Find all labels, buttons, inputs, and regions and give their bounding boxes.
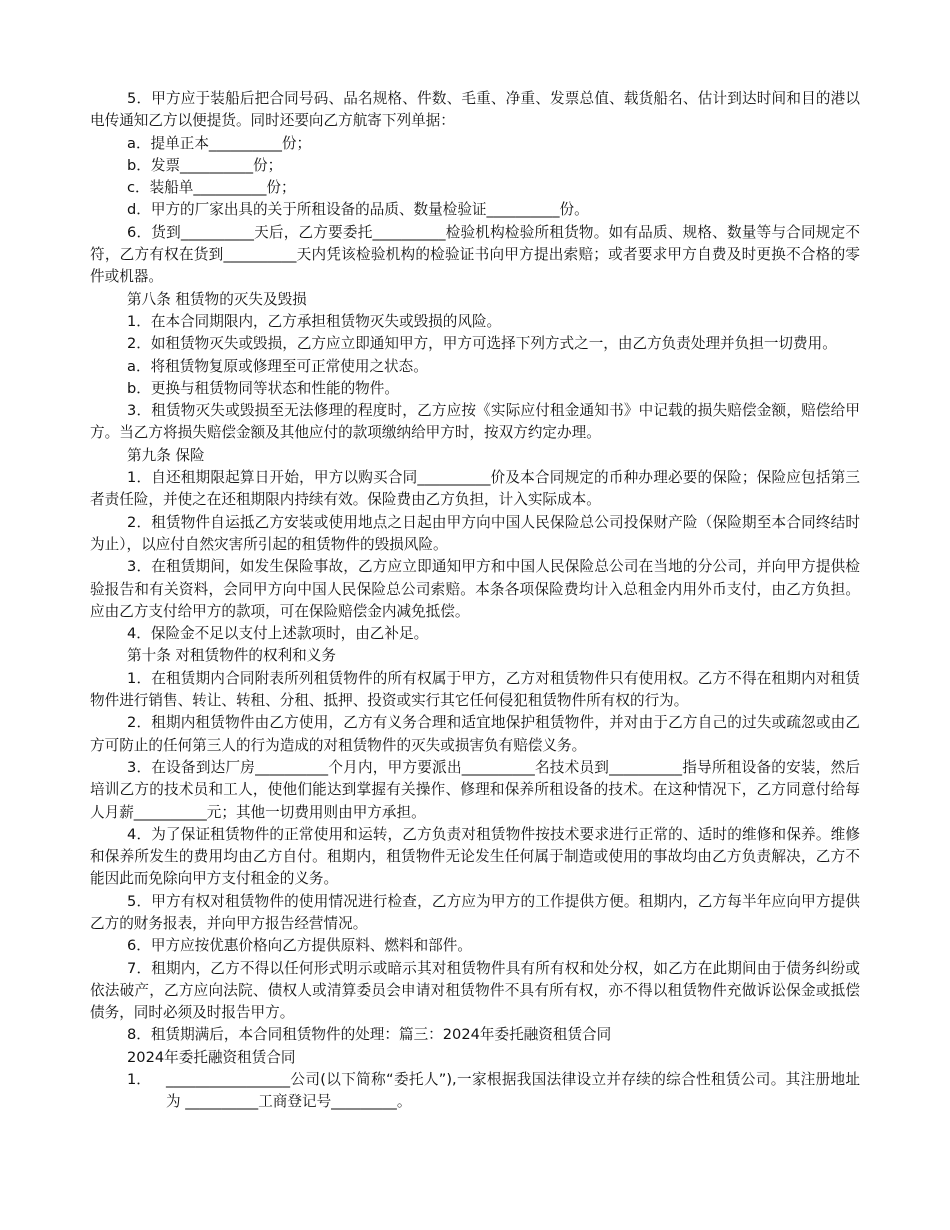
article-10-clause-1: 1．在租赁期内合同附表所列租赁物件的所有权属于甲方，乙方对租赁物件只有使用权。乙方不得在租期内对租赁物件进行销售、转让、转租、分租、抵押、投资或实行其它任何侵犯租赁物件所有权的行为。	[90, 669, 860, 710]
article-10-clause-4: 4．为了保证租赁物件的正常使用和运转，乙方负责对租赁物件按技术要求进行正常的、适时的维修和保养。维修和保养所发生的费用均由乙方自付。租期内，租赁物件无论发生任何属于制造或使用的事故均由乙方负责解决，乙方不能因此而免除向甲方支付租金的义务。	[90, 825, 860, 888]
article-8-heading: 第八条 租赁物的灭失及毁损	[127, 290, 307, 308]
article-9-heading: 第九条 保险	[127, 446, 205, 464]
article-10-clause-2: 2．租期内租赁物件由乙方使用，乙方有义务合理和适宜地保护租赁物件，并对由于乙方自己的过失或疏忽或由乙方可防止的任何第三人的行为造成的对租赁物件的灭失或损害负有赔偿义务。	[90, 714, 860, 754]
article-10-clause-7: 7．租期内，乙方不得以任何形式明示或暗示其对租赁物件具有所有权和处分权，如乙方在此期间由于债务纠纷或依法破产，乙方应向法院、债权人或清算委员会申请对租赁物件不具有所有权，亦不得以租赁物件充做诉讼保金或抵偿债务，同时必须及时报告甲方。	[90, 959, 860, 1022]
article-8-clause-1: 1．在本合同期限内，乙方承担租赁物灭失或毁损的风险。	[127, 312, 502, 330]
contract-title: 2024年委托融资租赁合同	[127, 1048, 296, 1066]
para-5c-packing-list: c．装船单__________份；	[127, 179, 296, 197]
list-item-number: 1．	[127, 1071, 151, 1089]
article-10-clause-3: 3．在设备到达厂房__________个月内，甲方要派出__________名技术员到__________指导所租设备的安装，然后培训乙方的技术员和工人，使他们能达到掌握有关操作、修理和保养所租设备的技术。在这种情况下，乙方同意付给每人月薪__________元；其他一切费用则由甲方承担。	[90, 758, 860, 821]
document-page	[90, 88, 860, 1114]
article-8-clause-2b: b．更换与租赁物同等状态和性能的物件。	[127, 379, 399, 397]
article-9-clause-2: 2．租赁物件自运抵乙方安装或使用地点之日起由甲方向中国人民保险总公司投保财产险（保险期至本合同终结时为止），以应付自然灾害所引起的租赁物件的毁损风险。	[90, 513, 860, 553]
article-8-clause-3: 3．租赁物灭失或毁损至无法修理的程度时，乙方应按《实际应付租金通知书》中记载的损失赔偿金额，赔偿给甲方。当乙方将损失赔偿金额及其他应付的款项缴纳给甲方时，按双方约定办理。	[90, 402, 860, 442]
article-9-clause-3: 3．在租赁期间，如发生保险事故，乙方应立即通知甲方和中国人民保险总公司在当地的分公司，并向甲方提供检验报告和有关资料，会同甲方向中国人民保险总公司索赔。本条各项保险费均计入总租金内用外币支付，由乙方负担。应由乙方支付给甲方的款项，可在保险赔偿金内减免抵偿。	[90, 558, 860, 620]
article-9-clause-1: 1．自还租期限起算日开始，甲方以购买合同__________价及本合同规定的币种办理必要的保险；保险应包括第三者责任险，并使之在还租期限内持续有效。保险费由乙方负担，计入实际成本。	[90, 469, 860, 509]
para-5b-invoice: b．发票__________份；	[127, 156, 283, 174]
list-item-text: _________________公司(以下简称“委托人”),一家根据我国法律设立并存续的综合性租赁公司。其注册地址为 __________工商登记号_________。	[166, 1071, 860, 1111]
list-item	[127, 1069, 860, 1114]
article-10-heading: 第十条 对租赁物件的权利和义务	[127, 647, 336, 665]
para-5a-bill-of-lading: a．提单正本__________份；	[127, 134, 312, 152]
article-10-clause-5: 5．甲方有权对租赁物件的使用情况进行检查，乙方应为甲方的工作提供方便。租期内，乙方每半年应向甲方提供乙方的财务报表，并向甲方报告经营情况。	[90, 892, 860, 932]
article-9-clause-4: 4．保险金不足以支付上述款项时，由乙补足。	[127, 625, 429, 643]
article-10-clause-6: 6．甲方应按优惠价格向乙方提供原料、燃料和部件。	[127, 937, 472, 955]
article-8-clause-2: 2．如租赁物灭失或毁损，乙方应立即通知甲方，甲方可选择下列方式之一，由乙方负责处理并负担一切费用。	[127, 335, 837, 353]
article-8-clause-2a: a．将租赁物复原或修理至可正常使用之状态。	[127, 357, 428, 375]
para-6-inspection: 6．货到__________天后，乙方要委托__________检验机构检验所租货物。如有品质、规格、数量等与合同规定不符，乙方有权在货到__________天内凭该检验机构的检验证书向甲方提出索赔；或者要求甲方自费及时更换不合格的零件或机器。	[90, 223, 860, 286]
para-5d-inspection-cert: d．甲方的厂家出具的关于所租设备的品质、数量检验证__________份。	[127, 201, 589, 219]
article-10-clause-8: 8．租赁期满后，本合同租赁物件的处理：篇三：2024年委托融资租赁合同	[127, 1026, 612, 1044]
para-5-shipping-notice: 5．甲方应于装船后把合同号码、品名规格、件数、毛重、净重、发票总值、载货船名、估计到达时间和目的港以电传通知乙方以便提货。同时还要向乙方航寄下列单据：	[90, 90, 860, 130]
